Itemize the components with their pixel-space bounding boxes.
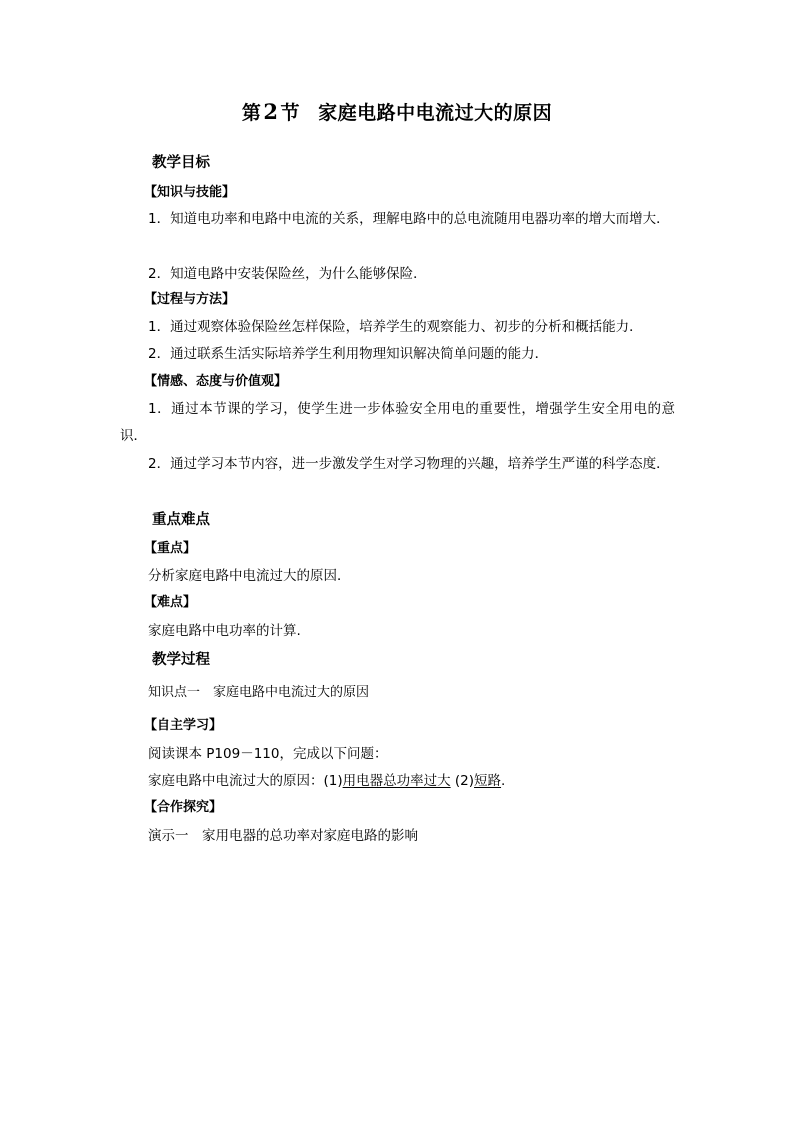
cooperative-heading: 【合作探究】 (144, 800, 223, 815)
focus-heading: 【重点】 (144, 541, 197, 556)
difficulty-text: 家庭电路中电功率的计算. (148, 623, 301, 639)
process-item-1: 1．通过观察体验保险丝怎样保险，培养学生的观察能力、初步的分析和概括能力． (148, 319, 643, 335)
self-study-instruction: 阅读课本 P109－110，完成以下问题： (148, 746, 388, 762)
answer-short-circuit: 短路 (474, 773, 502, 789)
emotion-values-heading: 【情感、态度与价值观】 (144, 374, 288, 389)
knowledge-point-1: 知识点一 家庭电路中电流过大的原因 (148, 685, 370, 700)
title-suffix: 节 (280, 102, 301, 124)
title-text: 家庭电路中电流过大的原因 (318, 102, 553, 124)
knowledge-item-1: 1．知道电功率和电路中电流的关系，理解电路中的总电流随用电器功率的增大而增大． (148, 211, 670, 227)
process-methods-heading: 【过程与方法】 (144, 292, 236, 307)
question-prefix: 家庭电路中电流过大的原因：(1) (148, 773, 343, 789)
focus-text: 分析家庭电路中电流过大的原因． (148, 568, 351, 584)
emotion-item-2: 2．通过学习本节内容，进一步激发学生对学习物理的兴趣，培养学生严谨的科学态度． (148, 456, 670, 472)
self-study-question (148, 768, 505, 794)
self-study-heading: 【自主学习】 (144, 718, 223, 733)
answer-overload: 用电器总功率过大 (342, 773, 451, 789)
objectives-heading: 教学目标 (152, 155, 210, 171)
title-number: 2 (263, 99, 279, 124)
key-points-heading: 重点难点 (152, 512, 210, 528)
question-separator: (2) (450, 773, 475, 789)
emotion-item-1: 1．通过本节课的学习，使学生进一步体验安全用电的重要性，增强学生安全用电的意识． (120, 401, 675, 444)
question-end: . (501, 773, 506, 789)
process-heading: 教学过程 (152, 652, 210, 668)
title-prefix: 第 (241, 102, 262, 124)
lesson-title (0, 98, 794, 125)
knowledge-skills-heading: 【知识与技能】 (144, 185, 236, 200)
process-item-2: 2．通过联系生活实际培养学生利用物理知识解决简单问题的能力． (148, 346, 549, 362)
knowledge-item-2: 2．知道电路中安装保险丝，为什么能够保险． (148, 266, 427, 282)
demo-1: 演示一 家用电器的总功率对家庭电路的影响 (148, 828, 418, 844)
difficulty-heading: 【难点】 (144, 595, 197, 610)
